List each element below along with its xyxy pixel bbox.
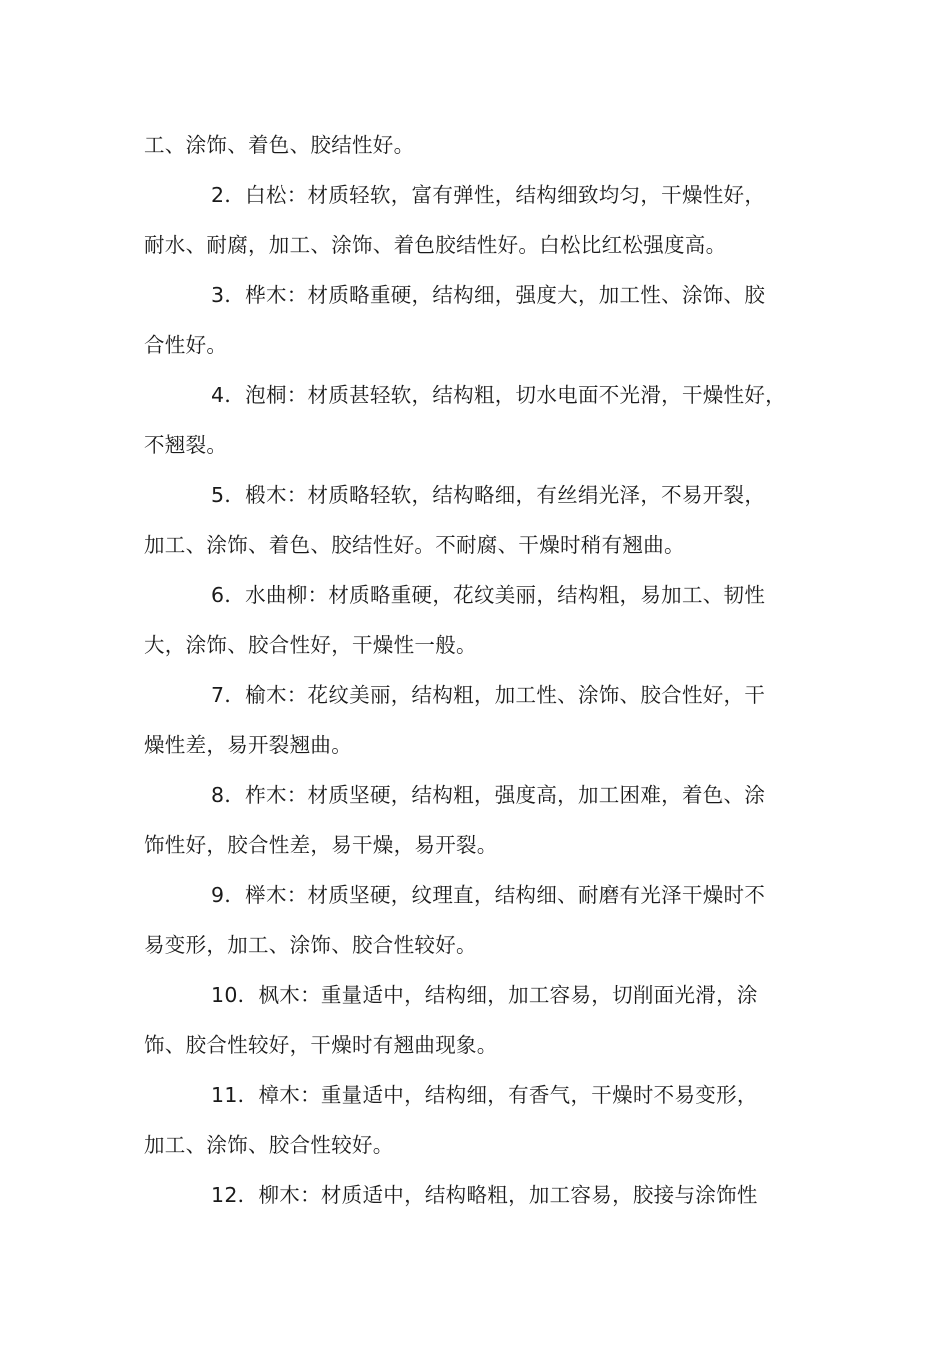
text-line: 7．榆木：花纹美丽，结构粗，加工性、涂饰、胶合性好，干 [211,683,766,707]
text-line: 2．白松：材质轻软，富有弹性，结构细致均匀，干燥性好， [211,183,766,207]
text-line: 加工、涂饰、着色、胶结性好。不耐腐、干燥时稍有翘曲。 [144,533,685,557]
text-line: 8．柞木：材质坚硬，结构粗，强度高，加工困难，着色、涂 [211,783,766,807]
text-line: 5．椴木：材质略轻软，结构略细，有丝绢光泽，不易开裂， [211,483,766,507]
text-line: 11．樟木：重量适中，结构细，有香气，干燥时不易变形， [211,1083,758,1107]
text-line: 9．榉木：材质坚硬，纹理直，结构细、耐磨有光泽干燥时不 [211,883,766,907]
text-line: 燥性差，易开裂翘曲。 [144,733,352,757]
text-line: 合性好。 [144,333,228,357]
text-line: 12．柳木：材质适中，结构略粗，加工容易，胶接与涂饰性 [211,1183,758,1207]
text-line: 易变形，加工、涂饰、胶合性较好。 [144,933,477,957]
text-line: 工、涂饰、着色、胶结性好。 [144,133,415,157]
text-line: 10．枫木：重量适中，结构细，加工容易，切削面光滑，涂 [211,983,758,1007]
text-line: 大，涂饰、胶合性好，干燥性一般。 [144,633,477,657]
text-line: 4．泡桐：材质甚轻软，结构粗，切水电面不光滑，干燥性好， [211,383,786,407]
text-line: 耐水、耐腐，加工、涂饰、着色胶结性好。白松比红松强度高。 [144,233,727,257]
text-line: 饰性好，胶合性差，易干燥，易开裂。 [144,833,498,857]
text-line: 不翘裂。 [144,433,228,457]
text-line: 加工、涂饰、胶合性较好。 [144,1133,394,1157]
text-line: 饰、胶合性较好，干燥时有翘曲现象。 [144,1033,498,1057]
text-line: 3．桦木：材质略重硬，结构细，强度大，加工性、涂饰、胶 [211,283,766,307]
text-line: 6．水曲柳：材质略重硬，花纹美丽，结构粗，易加工、韧性 [211,583,766,607]
